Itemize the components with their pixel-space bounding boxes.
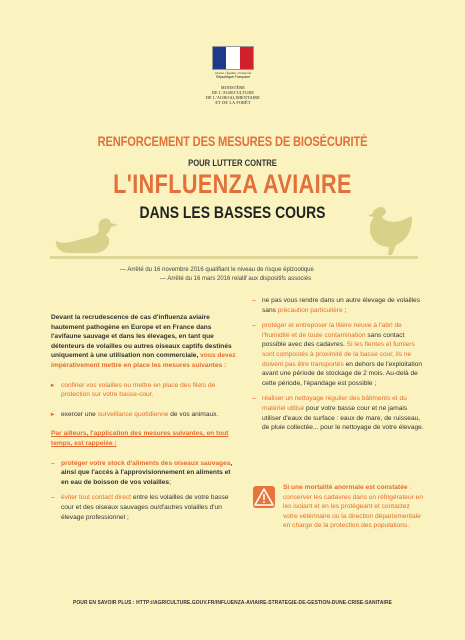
right-column: [252, 296, 424, 433]
item-highlight: précaution particulière: [277, 306, 343, 314]
triangle-bullet-icon: ▸: [51, 381, 55, 389]
reminder-heading: Par ailleurs, l'application des mesures suivantes, en tout temps, est rappelée :: [51, 430, 229, 447]
reference-2: — Arrêté du 16 mars 2016 relatif aux dispositifs associés: [160, 276, 312, 282]
item-highlight: protéger votre stock d'aliments des oiseaux sauvages: [61, 459, 231, 467]
intro-paragraph: [51, 313, 239, 371]
ground-line: [50, 256, 418, 259]
motto: Liberté • Égalité • Fraternité: [214, 71, 252, 75]
title-line-4: DANS LES BASSES COURS: [139, 203, 326, 222]
ministry-logo: [203, 46, 263, 105]
mortality-alert: [253, 483, 423, 556]
item-text: confiner vos volailles ou mettre en place des filets de protection sur votre basse-cour.: [61, 381, 216, 399]
item-highlight: Si les fientes et fumiers sont compostés à proximité de la basse cour, ils ne doivent pas être transportés: [262, 341, 415, 368]
item-text: en dehors de l'exploitation avant une période de stockage de 2 mois. Au-delà de cette période, l'épandage est possible ;: [262, 360, 422, 387]
triangle-bullet-icon: ▸: [51, 410, 55, 418]
item-text: , ainsi que l'accès à l'approvisionnement en aliments et en eau de boisson de vos volailles: [61, 459, 233, 486]
item-text: pour votre basse cour et ne jamais utiliser d'eaux de surface : eaux de mare, de ruisseau, de pluie collectée... pour le nettoyage de votre élevage.: [262, 404, 424, 432]
title-line-2: POUR LUTTER CONTRE: [188, 158, 277, 168]
title-line-1: RENFORCEMENT DES MESURES DE BIOSÉCURITÉ: [97, 134, 368, 149]
item-text: exercer une: [61, 410, 98, 418]
list-item: [51, 493, 239, 522]
dash-bullet-icon: –: [252, 395, 256, 403]
footer-more-info: [35, 600, 430, 606]
footer-link[interactable]: HTTP://AGRICULTURE.GOUV.FR/INFLUENZA-AVIAIRE-STRATEGIE-DE-GESTION-DUNE-CRISE-SANITAIRE: [136, 600, 392, 606]
exclamation-icon: [253, 486, 275, 508]
reference-1: — Arrêté du 16 novembre 2016 qualifiant le niveau de risque épizootique: [120, 267, 314, 273]
title-line-3: L'INFLUENZA AVIAIRE: [113, 169, 352, 199]
alert-highlight: Si une mortalité anormale est constatée: [283, 484, 408, 491]
item-text: ;: [342, 306, 347, 314]
item-text: ;: [169, 478, 171, 486]
left-column: [51, 313, 239, 522]
dash-bullet-icon: –: [51, 494, 55, 502]
list-item: [252, 394, 424, 432]
list-item: [51, 381, 239, 400]
list-item: [252, 321, 424, 388]
item-text: entre les volailles de votre basse cour et des oiseaux sauvages ou/d'autres volailles d'un élevage professionnel ;: [61, 494, 229, 521]
marianne-flag-icon: [212, 46, 254, 70]
list-item: [252, 296, 424, 315]
alert-text: [283, 483, 423, 531]
dash-bullet-icon: –: [51, 459, 55, 467]
list-item: [51, 459, 239, 488]
item-highlight: réaliser un nettoyage régulier des bâtiments et du matériel utilisé: [262, 395, 407, 412]
item-text: de vos animaux.: [168, 410, 219, 418]
item-highlight: éviter tout contact direct: [61, 494, 132, 502]
dash-bullet-icon: –: [252, 322, 256, 330]
item-text: ne pas vous rendre dans un autre élevage de volailles sans: [262, 297, 420, 314]
intro-text: Devant la recrudescence de cas d'influenza aviaire hautement pathogène en Europe et en France dans l'avifaune sauvage et dans les élevages, en tant que détenteurs de volailles ou autres oiseaux captifs destinés uniquement à une utilisation non commerciale,: [51, 314, 232, 360]
item-text: sans contact possible avec des cadavres.: [262, 331, 405, 349]
legal-references: [120, 266, 314, 284]
item-highlight: protéger et entreposer la litière neuve à l'abri de l'humidité et de toute contamination: [262, 322, 402, 339]
republic-label: République Française: [215, 75, 251, 79]
footer-label: POUR EN SAVOIR PLUS :: [73, 600, 137, 606]
hen-icon: [362, 205, 414, 257]
alert-body: : conserver les cadavres dans un réfrigérateur en les isolant et en les protégeant et contactez votre vétérinaire ou la direction départementale en charge de la protection des populations.: [283, 484, 424, 530]
intro-highlight: vous devez impérativement mettre en place les mesures suivantes :: [51, 352, 236, 369]
warning-icon: [253, 486, 275, 508]
item-highlight: surveillance quotidienne: [97, 410, 169, 418]
duck-icon: [52, 215, 124, 259]
ministry-name: MINISTÈRE DE L'AGRICULTURE DE L'AGROALIMENTAIRE ET DE LA FORÊT: [205, 85, 261, 105]
dash-bullet-icon: –: [252, 297, 256, 304]
list-item: [51, 410, 239, 420]
